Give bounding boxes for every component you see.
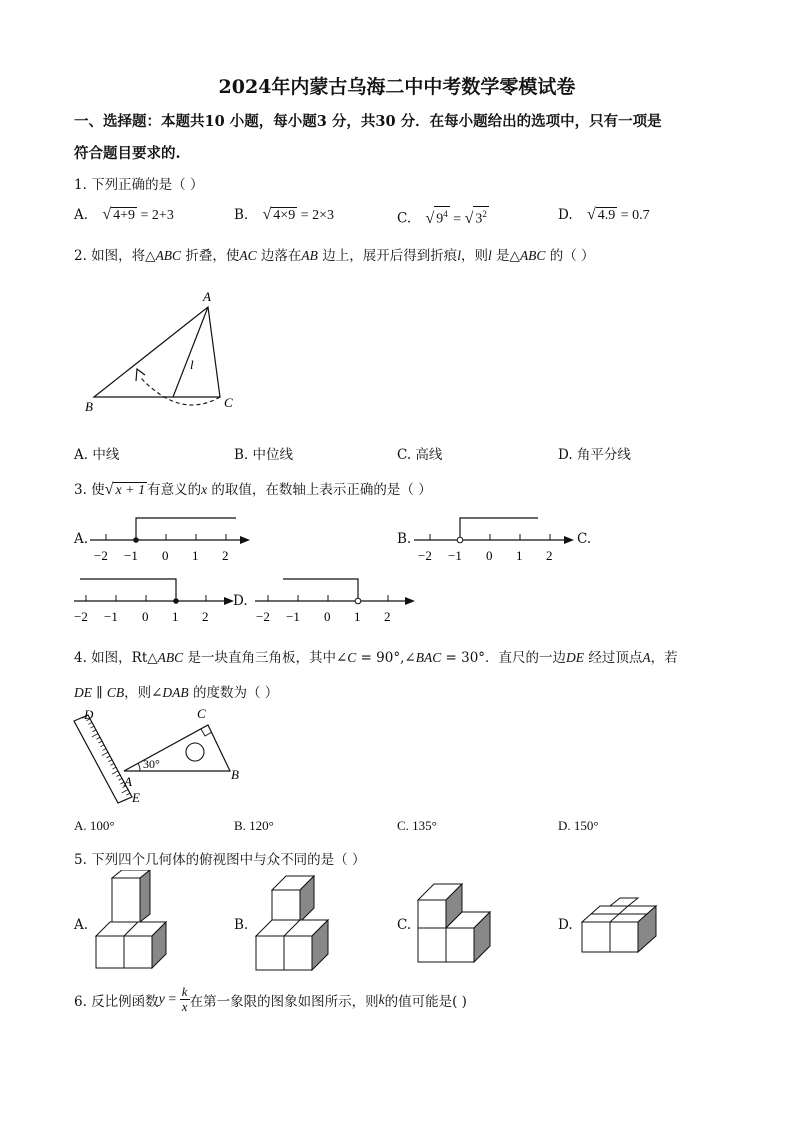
q1-option-c-label: C. — [397, 210, 412, 227]
q2-stem-text: 边上，展开后得到折痕 — [317, 248, 458, 264]
q1-b-rhs: = 2×3 — [300, 208, 334, 223]
q3-radicand: x + 1 — [115, 483, 146, 498]
tick-label: −2 — [418, 548, 432, 563]
q6-text: 在第一象限的图象如图所示，则 — [189, 993, 379, 1010]
q4-option-b[interactable]: B. 120° — [234, 818, 274, 833]
q5-option-d-label[interactable]: D. — [558, 917, 573, 933]
label-c: C — [197, 706, 206, 721]
q1-c-exp2: 2 — [482, 209, 487, 219]
q2-stem-ab: AB — [301, 248, 318, 263]
q2-stem-text: ，则 — [460, 248, 488, 264]
q3-number-line-c — [74, 573, 239, 628]
q1-option-b-label: B. — [234, 207, 249, 223]
q4-text: = 30°．直尺的一边 — [441, 650, 567, 666]
fold-arc — [140, 377, 220, 405]
question-1-stem: 1. 下列正确的是（ ） — [74, 177, 204, 193]
q1-option-d-label: D. — [558, 207, 573, 223]
arrow-right-icon — [405, 597, 415, 605]
q1-b-radicand: 4×9 — [273, 208, 296, 223]
q4-text: 是一块直角三角板，其中∠ — [183, 650, 348, 666]
q6-y: y — [158, 991, 165, 1007]
q3-stem-x: x — [201, 482, 208, 497]
q2-option-b[interactable]: B. 中位线 — [234, 447, 294, 463]
q2-stem-abc: ABC — [519, 248, 546, 263]
q1-a-rhs: = 2+3 — [140, 208, 174, 223]
q2-stem-text: 是△ — [491, 248, 520, 264]
q4-text: 4. 如图，Rt△ — [74, 650, 158, 666]
q1-c-exp1: 4 — [443, 209, 448, 219]
q1-d-rhs: = 0.7 — [620, 208, 650, 223]
q4-option-d[interactable]: D. 150° — [558, 818, 599, 833]
q2-option-c[interactable]: C. 高线 — [397, 447, 443, 463]
q6-k: k — [378, 991, 385, 1007]
q4-text: 经过顶点 — [584, 650, 643, 666]
q4-text: ∥ — [92, 685, 107, 701]
fold-l-label: l — [190, 357, 194, 372]
angle-label: 30° — [143, 757, 160, 771]
q3-stem-text: 3. 使 — [74, 482, 105, 498]
q4-de: DE — [566, 650, 585, 665]
tick-label: −1 — [104, 609, 118, 624]
solid-dot — [133, 537, 139, 543]
arrow-head-icon — [136, 369, 145, 381]
q3-option-b-label[interactable]: B. — [397, 531, 412, 547]
vertex-c-label: C — [224, 395, 233, 410]
q4-option-a[interactable]: A. 100° — [74, 818, 115, 833]
ruler — [74, 715, 132, 803]
q1-c-base2: 3 — [475, 211, 483, 227]
q2-stem-text: 折叠，使 — [181, 248, 240, 264]
q3-option-d-label[interactable]: D. — [233, 593, 248, 609]
q4-option-c[interactable]: C. 135° — [397, 818, 437, 833]
q4-text: = 90°,∠ — [356, 650, 416, 666]
q5-solid-a — [90, 870, 175, 975]
label-b: B — [231, 767, 239, 782]
q3-number-line-a — [90, 512, 255, 567]
tick-label: 1 — [516, 548, 523, 563]
q2-stem-text: 的（ ） — [545, 248, 595, 264]
label-e: E — [132, 790, 140, 805]
question-5-stem: 5. 下列四个几何体的俯视图中与众不同的是（ ） — [74, 852, 366, 868]
q1-option-d[interactable]: D. √ 4.9 = 0.7 — [558, 206, 650, 223]
q2-stem-abc: ABC — [155, 248, 182, 263]
q1-c-base1: 9 — [436, 211, 444, 227]
label-d: D — [84, 707, 94, 722]
hollow-dot — [355, 598, 361, 604]
set-square — [124, 725, 230, 771]
q2-stem-l: l — [487, 248, 492, 263]
q4-de: DE — [74, 685, 92, 700]
q4-text: ，则∠ — [124, 685, 163, 701]
tick-label: −1 — [124, 548, 138, 563]
q2-option-d[interactable]: D. 角平分线 — [558, 447, 631, 463]
tick-label: 2 — [222, 548, 229, 563]
q4-a: A — [642, 650, 651, 665]
hollow-dot — [457, 537, 463, 543]
label-a: A — [124, 774, 132, 789]
tick-label: 0 — [142, 609, 149, 624]
tick-label: 0 — [162, 548, 169, 563]
q6-numerator: k — [181, 984, 188, 999]
question-2-stem — [74, 244, 595, 264]
tick-label: −2 — [74, 609, 88, 624]
q3-option-a-label[interactable]: A. — [74, 531, 89, 547]
q1-option-c[interactable]: C. √ $9^4$ = √ $3^2$ — [397, 206, 489, 228]
question-4-line2 — [74, 681, 278, 701]
tick-label: −2 — [256, 609, 270, 624]
tick-label: 2 — [384, 609, 391, 624]
q1-option-a[interactable]: A. √ 4+9 = 2+3 — [74, 206, 174, 223]
q4-cb: CB — [106, 685, 125, 700]
q4-text: ，若 — [650, 650, 678, 666]
q2-triangle-figure — [80, 285, 250, 420]
q3-number-line-d — [255, 573, 420, 628]
section-heading-line1: 一、选择题：本题共10 小题，每小题3 分，共30 分．在每小题给出的选项中，只有一项是 — [74, 113, 662, 130]
q2-stem-text: 边落在 — [256, 248, 302, 264]
q4-c: C — [347, 650, 357, 665]
q5-option-c-label[interactable]: C. — [397, 917, 412, 933]
q6-fraction — [180, 985, 190, 1014]
q1-option-b[interactable]: B. √ 4×9 = 2×3 — [234, 206, 334, 223]
q4-dab: DAB — [162, 685, 189, 700]
tick-label: −1 — [286, 609, 300, 624]
tick-label: −1 — [448, 548, 462, 563]
q3-number-line-b — [414, 512, 579, 567]
triangle-abc — [94, 307, 220, 397]
q5-solid-c — [412, 878, 502, 970]
q4-bac: BAC — [415, 650, 442, 665]
page-title: 2024年内蒙古乌海二中中考数学零模试卷 — [218, 76, 576, 98]
q5-option-a-label[interactable]: A. — [74, 917, 89, 933]
q3-stem-text: 的取值，在数轴上表示正确的是（ ） — [207, 482, 432, 498]
tick-label: 2 — [202, 609, 209, 624]
q4-ruler-triangle-figure — [68, 705, 258, 810]
q1-a-radicand: 4+9 — [113, 208, 136, 223]
q2-stem-l: l — [457, 248, 461, 263]
solid-dot — [173, 598, 179, 604]
q3-option-c-label[interactable]: C. — [577, 531, 592, 547]
q4-text: 的度数为（ ） — [188, 685, 279, 701]
q1-option-a-label: A. — [74, 207, 89, 223]
tick-label: 1 — [172, 609, 179, 624]
q4-abc: ABC — [157, 650, 184, 665]
vertex-b-label: B — [85, 399, 93, 414]
tick-label: −2 — [94, 548, 108, 563]
tick-label: 0 — [324, 609, 331, 624]
arrow-right-icon — [564, 536, 574, 544]
q6-denominator: x — [181, 999, 188, 1014]
tick-label: 1 — [354, 609, 361, 624]
q5-solid-b — [250, 870, 340, 975]
vertex-a-label: A — [203, 289, 211, 304]
q5-option-b-label[interactable]: B. — [234, 917, 249, 933]
tick-label: 1 — [192, 548, 199, 563]
question-3-stem: 3. 使√ x + 1 有意义的x 的取值，在数轴上表示正确的是（ ） — [74, 481, 432, 498]
q2-option-a[interactable]: A. 中线 — [74, 447, 120, 463]
q6-equals: = — [164, 991, 180, 1007]
tick-label: 0 — [486, 548, 493, 563]
question-4-line1 — [74, 646, 678, 666]
q6-text: 的值可能是( ) — [384, 993, 467, 1010]
q2-stem-text: 2. 如图，将△ — [74, 248, 156, 264]
tick-label: 2 — [546, 548, 553, 563]
q5-solid-d — [578, 890, 663, 960]
q3-stem-text: 有意义的 — [147, 482, 202, 498]
arrow-right-icon — [240, 536, 250, 544]
q2-stem-ac: AC — [239, 248, 257, 263]
q1-c-equals: = — [453, 211, 462, 227]
question-6-stem — [74, 985, 467, 1014]
q1-d-radicand: 4.9 — [597, 208, 616, 223]
q6-text: 6. 反比例函数 — [74, 993, 159, 1010]
section-heading-line2: 符合题目要求的. — [74, 145, 181, 162]
